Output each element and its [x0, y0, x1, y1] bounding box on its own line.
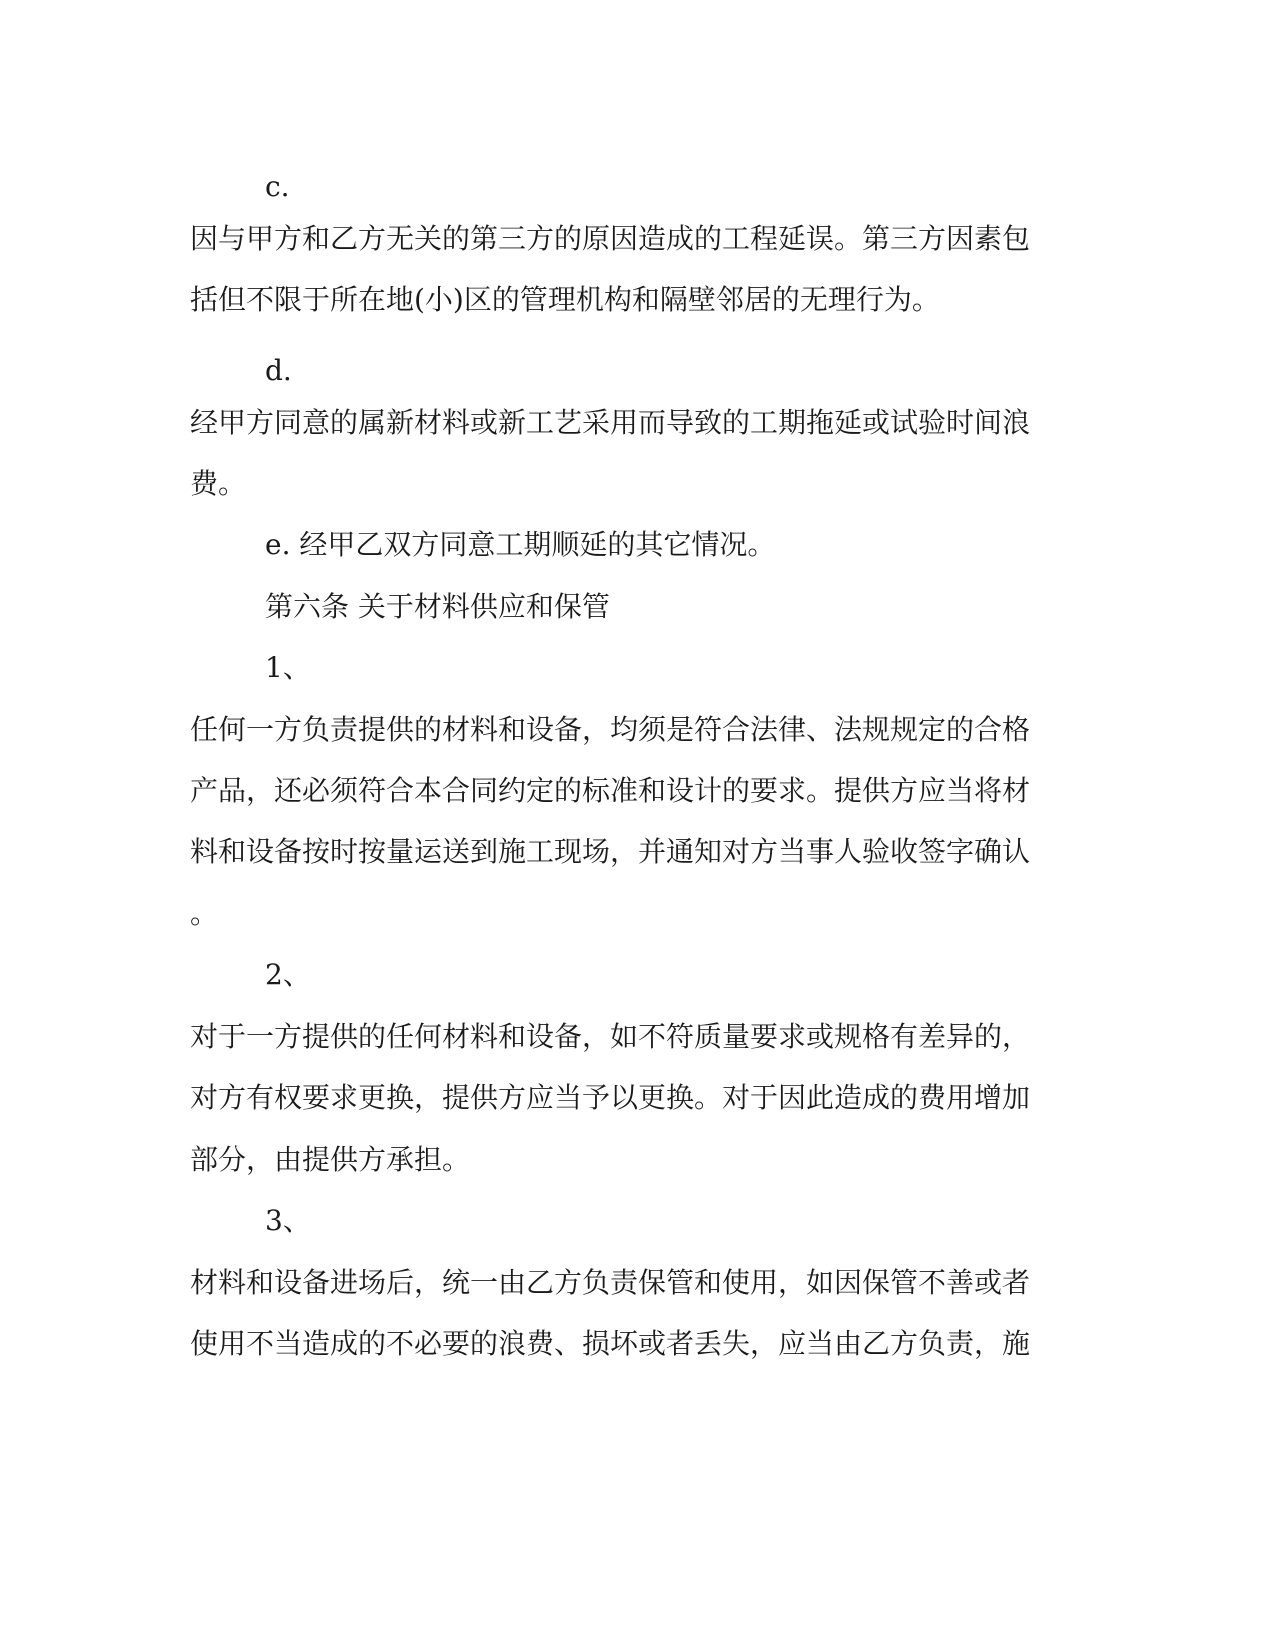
- paragraph-line: 任何一方负责提供的材料和设备，均须是符合法律、法规规定的合格: [190, 713, 1031, 746]
- article-heading: 第六条 关于材料供应和保管: [265, 590, 610, 623]
- paragraph-line: 使用不当造成的不必要的浪费、损坏或者丢失，应当由乙方负责，施: [190, 1327, 1031, 1360]
- paragraph-line: 经甲方同意的属新材料或新工艺采用而导致的工期拖延或试验时间浪: [190, 406, 1031, 439]
- paragraph-line: 产品，还必须符合本合同约定的标准和设计的要求。提供方应当将材: [190, 774, 1031, 807]
- item-marker-c: c.: [265, 170, 290, 203]
- paragraph-line: 括但不限于所在地(小)区的管理机构和隔壁邻居的无理行为。: [190, 283, 940, 316]
- paragraph-line: 对于一方提供的任何材料和设备，如不符质量要求或规格有差异的，: [190, 1020, 1031, 1053]
- paragraph-line: 。: [190, 897, 219, 930]
- paragraph-line: 费。: [190, 467, 247, 500]
- clause-number-1: 1、: [265, 651, 311, 684]
- clause-number-3: 3、: [265, 1204, 311, 1237]
- item-e-line: e. 经甲乙双方同意工期顺延的其它情况。: [265, 528, 776, 561]
- clause-number-2: 2、: [265, 958, 311, 991]
- paragraph-line: 对方有权要求更换，提供方应当予以更换。对于因此造成的费用增加: [190, 1081, 1031, 1114]
- paragraph-line: 料和设备按时按量运送到施工现场，并通知对方当事人验收签字确认: [190, 835, 1031, 868]
- paragraph-line: 材料和设备进场后，统一由乙方负责保管和使用，如因保管不善或者: [190, 1266, 1031, 1299]
- paragraph-line: 部分，由提供方承担。: [190, 1143, 471, 1176]
- item-marker-d: d.: [265, 354, 292, 387]
- paragraph-line: 因与甲方和乙方无关的第三方的原因造成的工程延误。第三方因素包: [190, 222, 1031, 255]
